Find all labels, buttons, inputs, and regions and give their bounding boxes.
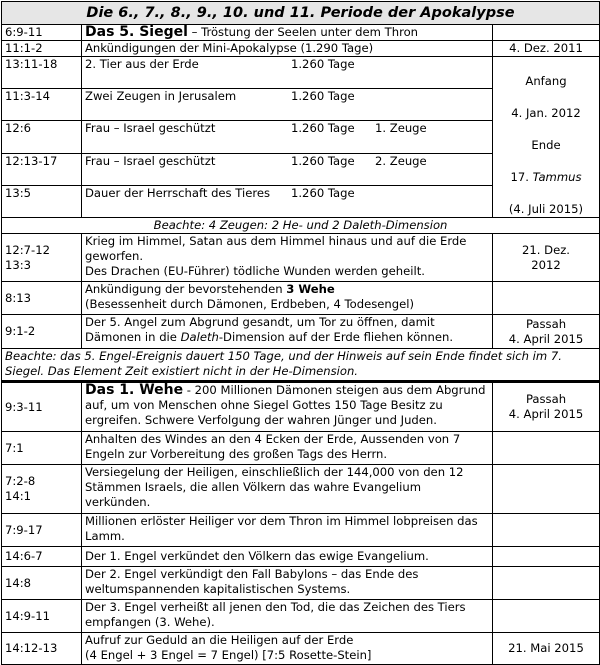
date-cell: Passah 4. April 2015 — [493, 382, 600, 432]
days-text: 1.260 Tage — [291, 185, 355, 200]
ref-cell: 12:6 — [2, 121, 82, 153]
event-text-2: -Dimension auf der Erde fliehen können. — [218, 330, 454, 344]
event-cell — [82, 89, 493, 121]
table-row — [2, 57, 600, 89]
date-cell: 21. Dez. 2012 — [493, 234, 600, 282]
group-start-label: Anfang — [525, 74, 567, 88]
ref-cell: 14:12-13 — [2, 633, 82, 665]
apocalypse-table — [1, 1, 600, 665]
ref-cell: 7:1 — [2, 432, 82, 465]
date-cell — [493, 25, 600, 41]
event-text: - 200 Millionen Dämonen steigen aus dem Abgrund auf, um von Menschen ohne Siegel Gottes 150 Tage Besitz zu ergreifen. Schwere Verfolgung der wahren Jünger und Juden. — [85, 383, 486, 427]
date-cell-group — [493, 57, 600, 218]
ref-cell: 14:8 — [2, 567, 82, 600]
ref-cell: 12:7-12 13:3 — [2, 234, 82, 282]
event-italic: Daleth — [180, 330, 219, 344]
event-cell: Der 1. Engel verkündet den Völkern das ewige Evangelium. — [82, 547, 493, 567]
note-row — [2, 349, 600, 382]
witness-text: 1. Zeuge — [375, 121, 427, 136]
event-cell — [82, 25, 493, 41]
date-cell — [493, 600, 600, 633]
note-fifth-angel: Beachte: das 5. Engel-Ereignis dauert 150 Tage, und der Hinweis auf sein Ende findet sich im 7. Siegel. Das Element Zeit existiert nicht in der He-Dimension. — [2, 349, 600, 382]
ref-cell: 12:13-17 — [2, 153, 82, 185]
ref-cell: 8:13 — [2, 282, 82, 315]
date-cell: Passah 4. April 2015 — [493, 315, 600, 349]
event-cell: Ankündigungen der Mini-Apokalypse (1.290 Tage) — [82, 41, 493, 57]
table-row — [2, 514, 600, 547]
event-cell: Millionen erlöster Heiliger vor dem Thron im Himmel lobpreisen das Lamm. — [82, 514, 493, 547]
event-text: Der 5. Angel zum Abgrund gesandt, um Tor zu öffnen, damit Dämonen in die — [85, 315, 435, 344]
event-text: 2. Tier aus der Erde — [85, 57, 199, 71]
table-row — [2, 547, 600, 567]
table-row — [2, 432, 600, 465]
date-cell: 4. Dez. 2011 — [493, 41, 600, 57]
ref-cell: 7:9-17 — [2, 514, 82, 547]
ref-cell: 9:3-11 — [2, 382, 82, 432]
table-row — [2, 41, 600, 57]
event-text: – Tröstung der Seelen unter dem Thron — [187, 25, 419, 39]
group-end-date: (4. Juli 2015) — [508, 202, 584, 216]
group-end-month: Tammus — [532, 170, 582, 184]
event-cell: Anhalten des Windes an den 4 Ecken der Erde, Aussenden von 7 Engeln zur Vorbereitung des großen Tags des Herrn. — [82, 432, 493, 465]
date-cell — [493, 547, 600, 567]
event-bold: 3 Wehe — [286, 282, 335, 296]
date-cell — [493, 567, 600, 600]
note-row — [2, 218, 600, 234]
event-cell: Krieg im Himmel, Satan aus dem Himmel hinaus und auf die Erde geworfen. Des Drachen (EU-Führer) tödliche Wunden werden geheilt. — [82, 234, 493, 282]
ref-cell: 11:3-14 — [2, 89, 82, 121]
event-cell: Der 2. Engel verkündigt den Fall Babylons – das Ende des weltumspannenden kapitalistischen Systems. — [82, 567, 493, 600]
days-text: 1.260 Tage — [291, 57, 355, 71]
group-start-date: 4. Jan. 2012 — [511, 106, 581, 120]
event-cell — [82, 382, 493, 432]
table-row — [2, 234, 600, 282]
table-row — [2, 567, 600, 600]
event-text: Ankündigung der bevorstehenden — [85, 282, 287, 296]
event-cell — [82, 185, 493, 217]
ref-cell: 13:5 — [2, 185, 82, 217]
date-cell: 21. Mai 2015 — [493, 633, 600, 665]
group-end-label: Ende — [531, 138, 561, 152]
days-text: 1.260 Tage — [291, 121, 355, 136]
days-text: 1.260 Tage — [291, 153, 355, 168]
table-title: Die 6., 7., 8., 9., 10. und 11. Periode der Apokalypse — [2, 2, 600, 25]
table-row — [2, 25, 600, 41]
event-cell: Aufruf zur Geduld an die Heiligen auf der Erde (4 Engel + 3 Engel = 7 Engel) [7:5 Rosette-Stein] — [82, 633, 493, 665]
table-row — [2, 633, 600, 665]
event-cell — [82, 315, 493, 349]
event-text-2: (Besessenheit durch Dämonen, Erdbeben, 4 Todesengel) — [85, 297, 414, 311]
event-text: Dauer der Herrschaft des Tieres — [85, 185, 271, 200]
ref-cell: 6:9-11 — [2, 25, 82, 41]
ref-cell: 14:9-11 — [2, 600, 82, 633]
date-cell — [493, 465, 600, 514]
event-cell: Der 3. Engel verheißt all jenen den Tod, die das Zeichen des Tiers empfangen (3. Wehe). — [82, 600, 493, 633]
event-cell — [82, 153, 493, 185]
witness-text: 2. Zeuge — [375, 153, 427, 168]
table-row — [2, 315, 600, 349]
event-text: Zwei Zeugen in Jerusalem — [85, 89, 237, 104]
group-end-day: 17. — [510, 170, 533, 184]
ref-cell: 9:1-2 — [2, 315, 82, 349]
days-text: 1.260 Tage — [291, 89, 355, 104]
event-cell: Versiegelung der Heiligen, einschließlich der 144,000 von den 12 Stämmen Israels, die allen Völkern das wahre Evangelium verkünden. — [82, 465, 493, 514]
event-cell — [82, 121, 493, 153]
date-cell — [493, 282, 600, 315]
event-text: Frau – Israel geschützt — [85, 153, 216, 168]
ref-cell: 13:11-18 — [2, 57, 82, 89]
note-witnesses: Beachte: 4 Zeugen: 2 He- und 2 Daleth-Dimension — [2, 218, 600, 234]
event-bold: Das 1. Wehe — [85, 382, 184, 398]
date-cell — [493, 514, 600, 547]
table-row — [2, 465, 600, 514]
ref-cell: 7:2-8 14:1 — [2, 465, 82, 514]
event-text: Frau – Israel geschützt — [85, 121, 216, 136]
date-cell — [493, 432, 600, 465]
event-cell — [82, 57, 493, 89]
table-row — [2, 600, 600, 633]
ref-cell: 14:6-7 — [2, 547, 82, 567]
event-cell — [82, 282, 493, 315]
ref-cell: 11:1-2 — [2, 41, 82, 57]
event-bold: Das 5. Siegel — [85, 24, 188, 40]
table-row — [2, 382, 600, 432]
table-row — [2, 282, 600, 315]
title-row — [2, 2, 600, 25]
